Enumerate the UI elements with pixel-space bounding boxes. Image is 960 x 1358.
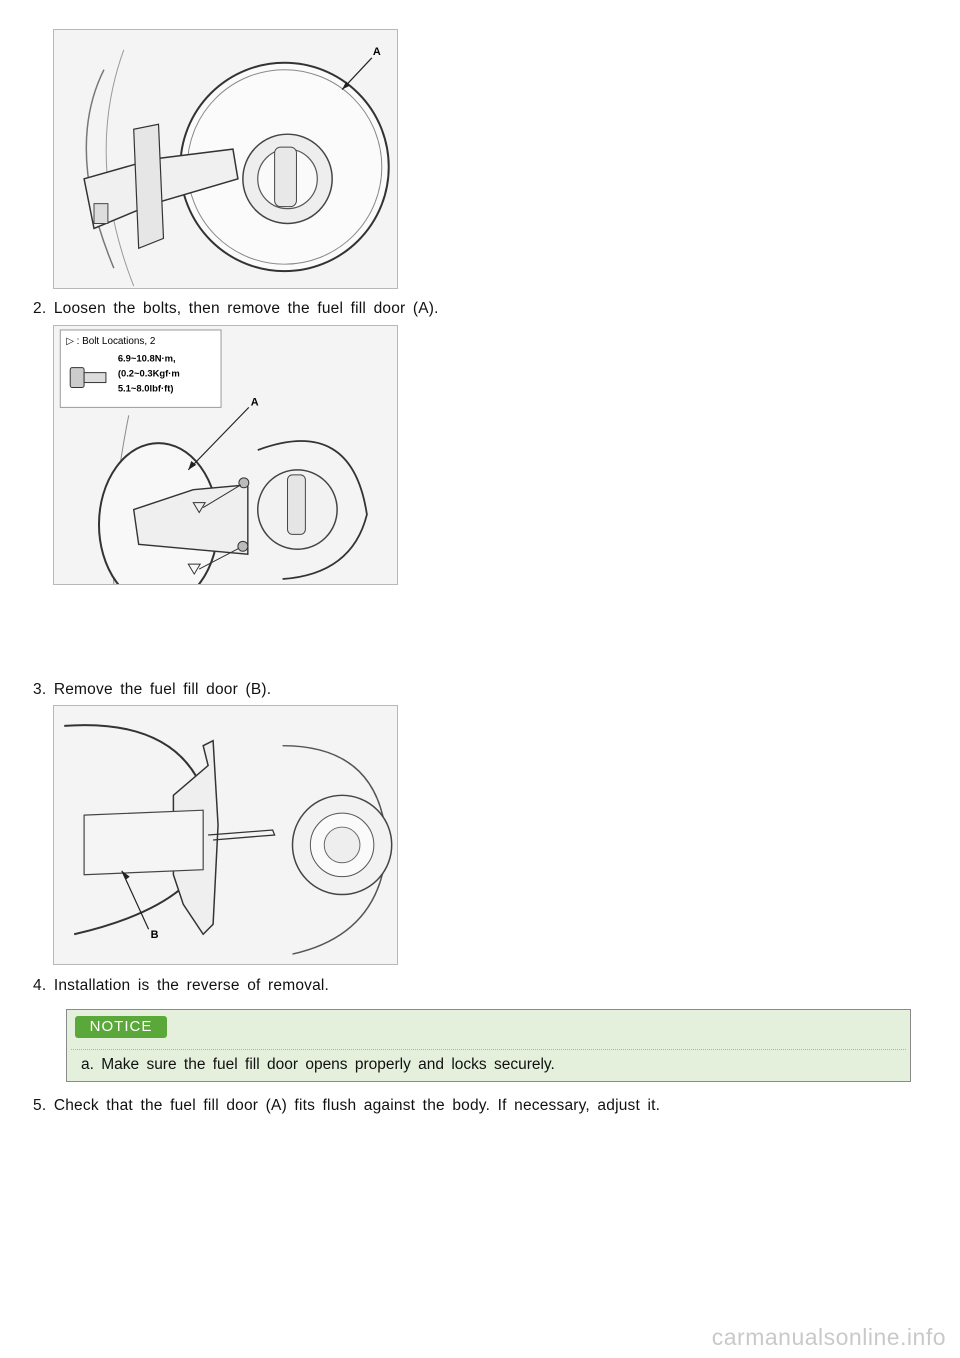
- notice-divider: [71, 1049, 906, 1050]
- figure-1-callout-a: A: [372, 45, 381, 58]
- figure-2-drawing: [54, 326, 397, 584]
- step-5-text: Check that the fuel fill door (A) fits flush against the body. If necessary, adjust it.: [53, 1097, 661, 1114]
- watermark: carmanualsonline.info: [711, 1324, 946, 1350]
- notice-label: NOTICE: [75, 1016, 167, 1038]
- step-2-number: 2.: [33, 300, 47, 317]
- step-5: [33, 1097, 660, 1115]
- fuel-fill-door-figure-1: [53, 29, 398, 289]
- figure-1-drawing: [54, 30, 397, 288]
- figure-3-drawing: [54, 706, 397, 964]
- figure-3-callout-b: B: [150, 929, 159, 942]
- step-3: [33, 681, 271, 699]
- bolt-torque-line-2: (0.2~0.3Kgf·m: [117, 367, 180, 379]
- step-4: [33, 977, 329, 995]
- step-4-number: 4.: [33, 977, 47, 994]
- notice-box: [66, 1009, 911, 1082]
- step-3-text: Remove the fuel fill door (B).: [53, 681, 272, 698]
- step-5-number: 5.: [33, 1097, 47, 1114]
- bolt-locations-title: ▷ : Bolt Locations, 2: [66, 335, 156, 347]
- figure-2-callout-a: A: [250, 396, 259, 409]
- notice-item: a. Make sure the fuel fill door opens properly and locks securely.: [81, 1056, 555, 1073]
- fuel-fill-door-figure-2: [53, 325, 398, 585]
- bolt-torque-line-3: 5.1~8.0lbf·ft): [117, 382, 174, 394]
- step-2-text: Loosen the bolts, then remove the fuel fill door (A).: [53, 300, 439, 317]
- step-2: [33, 300, 439, 318]
- step-3-number: 3.: [33, 681, 47, 698]
- fuel-fill-door-figure-3: [53, 705, 398, 965]
- bolt-torque-line-1: 6.9~10.8N·m,: [117, 352, 176, 364]
- step-4-text: Installation is the reverse of removal.: [53, 977, 330, 994]
